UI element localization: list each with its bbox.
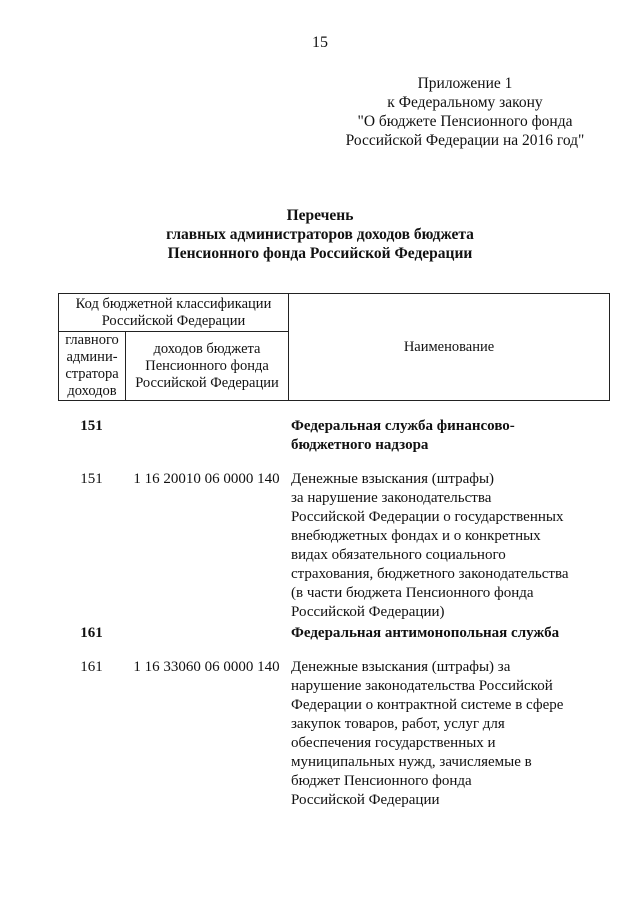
title-line: Перечень [286,207,354,224]
row-name-line: Федеральная служба финансово- [291,418,515,434]
appendix-line: "О бюджете Пенсионного фонда [357,113,573,130]
header-admin: главного админи-стратора доходов [59,332,126,401]
title-line: Пенсионного фонда Российской Федерации [167,245,473,262]
appendix-heading [330,74,600,150]
row-name-line: закупок товаров, работ, услуг для [291,716,505,732]
row-name-line: Российской Федерации) [291,604,445,620]
row-name-line: Денежные взыскания (штрафы) за [291,659,511,675]
header-code-group: Код бюджетной классификации Российской Федерации [59,294,289,332]
row-name-line: Денежные взыскания (штрафы) [291,471,495,487]
row-name-line: обеспечения государственных и [291,735,496,751]
classification-table-header [58,293,610,401]
appendix-line: Российской Федерации на 2016 год" [345,132,585,149]
row-name-line: Российской Федерации [291,792,440,808]
row-name [291,624,621,643]
admin-code: 161 [80,625,103,641]
row-name-line: бюджетного надзора [291,437,429,453]
row-name-line: Федерации о контрактной системе в сфере [291,697,564,713]
row-name [291,470,621,622]
row-name-line: внебюджетных фондах и о конкретных [291,528,541,544]
row-name-line: муниципальных нужд, зачисляемые в [291,754,532,770]
row-name-line: за нарушение законодательства [291,490,492,506]
header-name: Наименование [289,294,610,401]
income-code: 1 16 33060 06 0000 140 [133,659,280,675]
page-number: 15 [312,34,328,51]
row-name-line: бюджет Пенсионного фонда [291,773,472,789]
row-name-line: (в части бюджета Пенсионного фонда [291,585,534,601]
document-title [0,206,640,263]
header-income: доходов бюджета Пенсионного фонда Российской Федерации [126,332,289,401]
title-line: главных администраторов доходов бюджета [166,226,474,243]
appendix-line: Приложение 1 [417,75,513,92]
appendix-line: к Федеральному закону [387,94,543,111]
row-name-line: Российской Федерации о государственных [291,509,564,525]
admin-code: 161 [80,659,103,675]
row-name-line: Федеральная антимонопольная служба [291,625,560,641]
row-name [291,417,621,455]
row-name-line: нарушение законодательства Российской [291,678,553,694]
row-name-line: страхования, бюджетного законодательства [291,566,569,582]
admin-code: 151 [80,471,103,487]
admin-code: 151 [80,418,103,434]
row-name-line: видах обязательного социального [291,547,506,563]
row-name [291,658,621,810]
income-code: 1 16 20010 06 0000 140 [133,471,280,487]
